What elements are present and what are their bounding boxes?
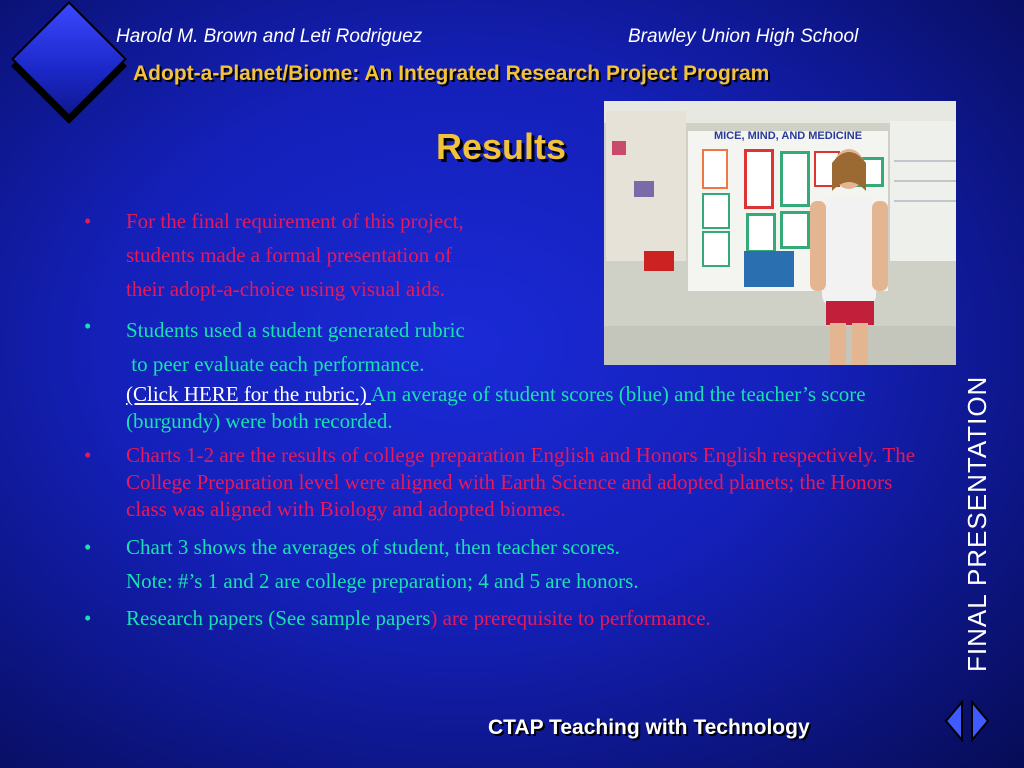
- previous-slide-arrow-icon[interactable]: [942, 700, 966, 742]
- bullet-marker: •: [84, 443, 92, 467]
- bullet-text-line: Students used a student generated rubric: [126, 318, 465, 342]
- side-label: FINAL PRESENTATION: [962, 375, 992, 672]
- results-bullet-list: [84, 204, 934, 639]
- bullet-text-line: For the final requirement of this project,: [126, 209, 464, 233]
- rubric-link[interactable]: (Click HERE for the rubric.): [126, 382, 371, 406]
- footer-text: CTAP Teaching with Technology: [488, 716, 810, 739]
- bullet-marker: •: [84, 606, 92, 630]
- bullet-text-line: Note: #’s 1 and 2 are college preparation; 4 and 5 are honors.: [126, 569, 639, 593]
- bullet-marker: •: [84, 314, 92, 338]
- bullet-charts: [84, 442, 934, 523]
- diamond-logo-icon: [11, 1, 127, 117]
- bullet-text: ) are prerequisite to performance.: [430, 606, 711, 630]
- author-names: Harold M. Brown and Leti Rodriguez: [116, 26, 423, 47]
- slide-title: Results: [436, 126, 567, 167]
- bullet-text-line: students made a formal presentation of: [126, 243, 452, 267]
- bullet-rubric: [84, 313, 934, 435]
- bullet-marker: •: [84, 535, 92, 559]
- bullet-text-line: their adopt-a-choice using visual aids.: [126, 277, 445, 301]
- poster-title: MICE, MIND, AND MEDICINE: [713, 130, 863, 142]
- bullet-chart-3: [84, 530, 934, 598]
- bullet-text-line: to peer evaluate each performance.: [126, 352, 425, 376]
- sample-papers-link[interactable]: Research papers (See sample papers: [126, 606, 431, 630]
- bullet-marker: •: [84, 209, 92, 233]
- next-slide-arrow-icon[interactable]: [968, 700, 992, 742]
- program-title: Adopt-a-Planet/Biome: An Integrated Research Project Program: [133, 62, 770, 85]
- bullet-research-papers: [84, 605, 934, 632]
- school-name: Brawley Union High School: [628, 26, 859, 47]
- rubric-score-description: An average of student scores (blue) and the teacher’s score (burgundy) were both recorded.: [126, 382, 866, 433]
- bullet-text-line: Chart 3 shows the averages of student, then teacher scores.: [126, 535, 620, 559]
- bullet-final-requirement: [84, 204, 934, 306]
- bullet-text: Charts 1-2 are the results of college preparation English and Honors English respectively. The College Preparation level were aligned with Earth Science and adopted planets; the Honors class was aligned with Biology and adopted biomes.: [126, 443, 916, 521]
